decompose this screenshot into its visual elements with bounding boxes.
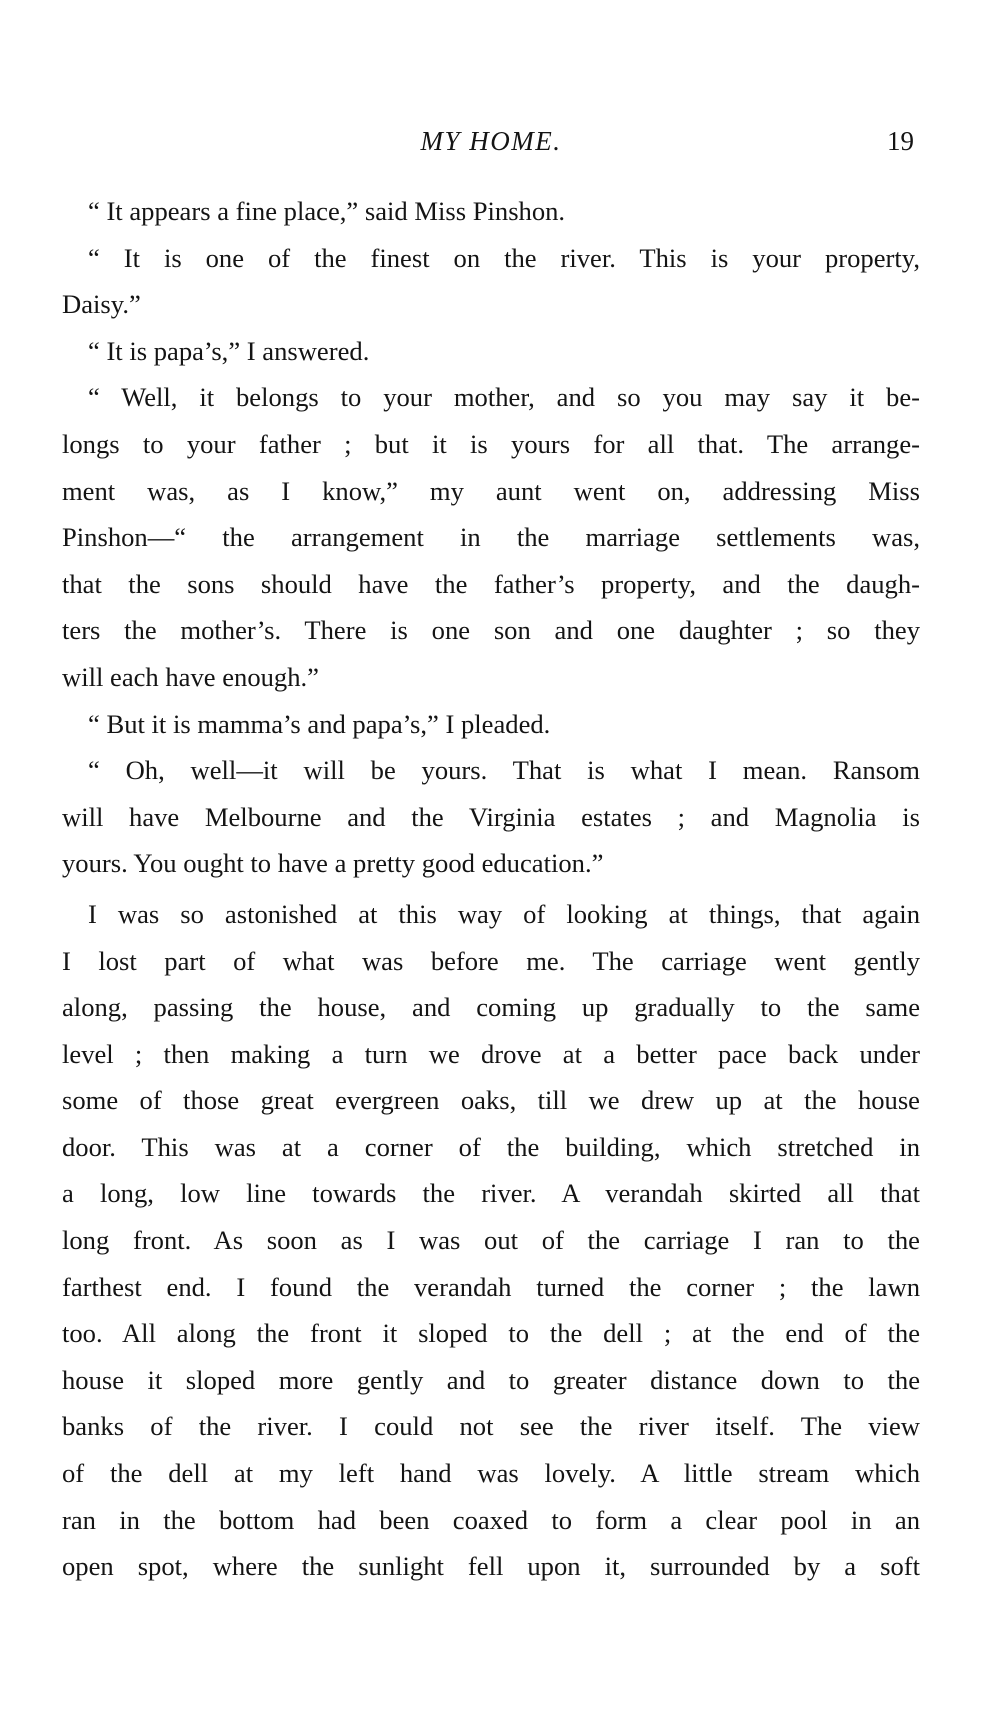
text-line: yours. You ought to have a pretty good education.” [62,848,604,879]
text-line: ters the mother’s. There is one son and one daughter ; so they [62,615,920,646]
book-page [62,0,920,1730]
text-line: too. All along the front it sloped to the dell ; at the end of the [62,1318,920,1349]
text-line: house it sloped more gently and to greater distance down to the [62,1364,920,1395]
text-line: level ; then making a turn we drove at a better pace back under [62,1038,920,1069]
text-line: “ It is papa’s,” I answered. [88,335,370,366]
text-line: ran in the bottom had been coaxed to form a clear pool in an [62,1504,920,1535]
text-line: open spot, where the sunlight fell upon it, surrounded by a soft [62,1551,920,1582]
text-line: of the dell at my left hand was lovely. A little stream which [62,1458,920,1489]
text-line: Daisy.” [62,289,141,320]
text-line: along, passing the house, and coming up gradually to the same [62,992,920,1023]
text-line: “ It is one of the finest on the river. This is your property, [88,242,920,273]
text-line: long front. As soon as I was out of the carriage I ran to the [62,1225,920,1256]
page-number: 19 [887,126,914,156]
text-line: that the sons should have the father’s property, and the daugh- [62,568,920,599]
text-line: some of those great evergreen oaks, till we drew up at the house [62,1085,920,1116]
text-line: “ But it is mamma’s and papa’s,” I pleaded. [88,708,551,739]
body-text [62,188,920,1590]
text-line: longs to your father ; but it is yours for all that. The arrange- [62,428,920,459]
text-line: door. This was at a corner of the building, which stretched in [62,1131,920,1162]
text-line: I lost part of what was before me. The carriage went gently [62,945,920,976]
text-line: Pinshon—“ the arrangement in the marriage settlements was, [62,522,920,553]
text-line: farthest end. I found the verandah turned the corner ; the lawn [62,1271,920,1302]
text-line: “ Oh, well—it will be yours. That is what I mean. Ransom [88,755,920,786]
text-line: “ It appears a fine place,” said Miss Pinshon. [88,196,566,226]
text-line: I was so astonished at this way of looking at things, that again [88,898,920,929]
text-line: ment was, as I know,” my aunt went on, addressing Miss [62,475,920,506]
running-title: MY HOME. [420,126,562,156]
text-line: banks of the river. I could not see the river itself. The view [62,1411,920,1442]
running-head [62,126,920,166]
text-line: a long, low line towards the river. A verandah skirted all that [62,1178,920,1209]
text-line: “ Well, it belongs to your mother, and so you may say it be- [88,382,920,413]
text-line: will have Melbourne and the Virginia estates ; and Magnolia is [62,801,920,832]
text-line: will each have enough.” [62,661,319,692]
